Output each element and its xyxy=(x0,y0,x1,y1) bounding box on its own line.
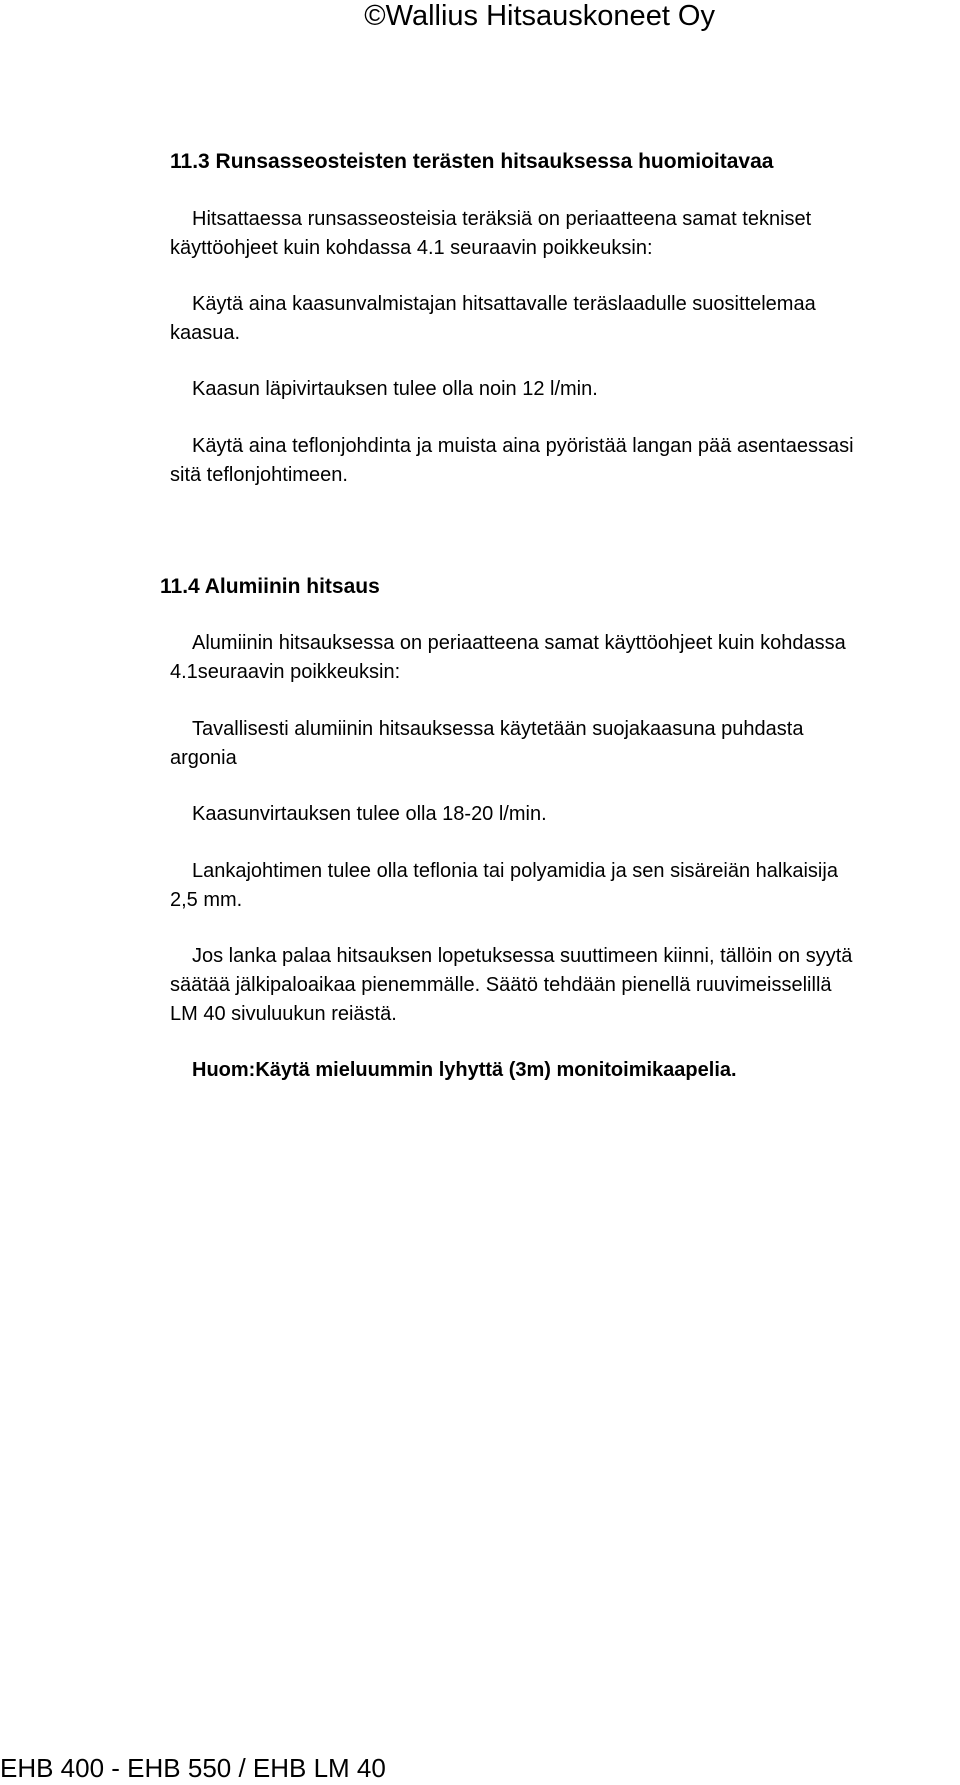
paragraph-line: Käytä aina kaasunvalmistajan hitsattavalle teräslaadulle suosittelemaa xyxy=(192,293,816,315)
section-11-3-paragraph-1 xyxy=(170,205,960,263)
section-11-4-adjust-paragraph xyxy=(170,942,960,1029)
paragraph-line: 2,5 mm. xyxy=(170,889,243,911)
section-11-4-paragraph-4 xyxy=(170,857,960,915)
paragraph-line: sitä teflonjohtimeen. xyxy=(170,464,348,486)
section-11-4-paragraph-1 xyxy=(170,629,960,687)
section-11-3-paragraph-4 xyxy=(170,432,960,490)
section-11-3-heading: 11.3 Runsasseosteisten terästen hitsauksessa huomioitavaa xyxy=(170,150,774,173)
section-11-3-paragraph-2 xyxy=(170,290,960,348)
paragraph-line: argonia xyxy=(170,747,237,769)
section-11-4-heading: 11.4 Alumiinin hitsaus xyxy=(160,575,380,598)
paragraph-line: Tavallisesti alumiinin hitsauksessa käytetään suojakaasuna puhdasta xyxy=(192,718,804,740)
paragraph-line: Alumiinin hitsauksessa on periaatteena samat käyttöohjeet kuin kohdassa xyxy=(192,632,846,654)
paragraph-line: Lankajohtimen tulee olla teflonia tai polyamidia ja sen sisäreiän halkaisija xyxy=(192,860,838,882)
paragraph-line: Kaasun läpivirtauksen tulee olla noin 12 l/min. xyxy=(192,378,598,400)
cable-note: Huom:Käytä mieluummin lyhyttä (3m) monitoimikaapelia. xyxy=(192,1059,737,1081)
paragraph-line: Käytä aina teflonjohdinta ja muista aina pyöristää langan pää asentaessasi xyxy=(192,435,854,457)
section-11-4-paragraph-3 xyxy=(170,800,960,829)
paragraph-line: 4.1seuraavin poikkeuksin: xyxy=(170,661,401,683)
section-11-3-paragraph-3 xyxy=(170,375,960,404)
paragraph-line: Hitsattaessa runsasseosteisia teräksiä on periaatteena samat tekniset xyxy=(192,208,812,230)
paragraph-line: kaasua. xyxy=(170,322,241,344)
paragraph-line: Kaasunvirtauksen tulee olla 18-20 l/min. xyxy=(192,803,547,825)
paragraph-line: Jos lanka palaa hitsauksen lopetuksessa suuttimeen kiinni, tällöin on syytä xyxy=(192,945,853,967)
section-11-4-paragraph-2 xyxy=(170,715,960,773)
paragraph-line: säätää jälkipaloaikaa pienemmälle. Säätö tehdään pienellä ruuvimeisselillä xyxy=(170,974,832,996)
paragraph-line: käyttöohjeet kuin kohdassa 4.1 seuraavin poikkeuksin: xyxy=(170,237,653,259)
paragraph-line: LM 40 sivuluukun reiästä. xyxy=(170,1003,397,1025)
page-header-brand: ©Wallius Hitsauskoneet Oy xyxy=(364,0,715,32)
page-footer-model: EHB 400 - EHB 550 / EHB LM 40 xyxy=(0,1753,386,1783)
